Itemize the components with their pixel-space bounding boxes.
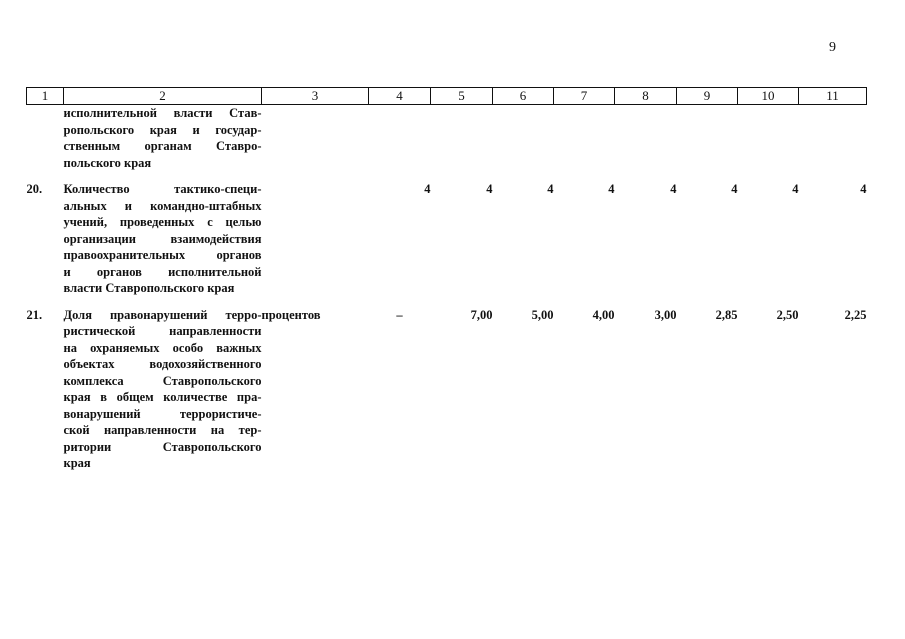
indicator-name-line: польского края <box>63 155 152 170</box>
value-cell-col-8 <box>615 105 677 172</box>
indicator-name-line: ристической направленности <box>63 324 262 338</box>
indicator-name <box>64 307 262 472</box>
column-header-2: 2 <box>64 88 262 105</box>
value-cell-col-7 <box>554 105 615 172</box>
value-cell-col-5 <box>431 105 493 172</box>
indicator-name <box>64 105 262 172</box>
value-cell-col-9: 2,85 <box>715 307 738 322</box>
row-spacer <box>27 171 867 181</box>
column-header-8: 8 <box>615 88 677 105</box>
indicator-name-line: вонарушений террористиче- <box>63 406 262 421</box>
indicator-name-line: организации взаимодействия <box>63 231 262 246</box>
column-header-7: 7 <box>554 88 615 105</box>
unit-of-measure: процентов <box>261 307 321 322</box>
indicator-name-line: Количество тактико-специ- <box>63 182 262 196</box>
column-header-5: 5 <box>431 88 493 105</box>
column-header-11: 11 <box>799 88 867 105</box>
table-body <box>27 105 867 472</box>
indicator-name-line: исполнительной власти Став- <box>63 106 262 120</box>
value-cell-col-8: 3,00 <box>654 307 677 322</box>
row-number <box>27 105 64 172</box>
indicator-name-line: учений, проведенных с целью <box>63 215 262 229</box>
value-cell-col-4 <box>369 105 431 172</box>
value-cell-col-11: 4 <box>860 182 867 196</box>
value-cell-col-6: 4 <box>547 182 554 196</box>
value-cell-col-9: 4 <box>731 182 738 196</box>
unit-of-measure <box>262 105 369 172</box>
data-table <box>26 87 867 472</box>
column-header-1: 1 <box>27 88 64 105</box>
table-row <box>27 105 867 172</box>
table-row <box>27 181 867 297</box>
indicator-name-line: ственным органам Ставро- <box>63 139 262 153</box>
indicator-name <box>64 181 262 297</box>
value-cell-col-4: – <box>396 307 403 322</box>
value-cell-col-10 <box>738 105 799 172</box>
value-cell-col-10: 4 <box>792 182 799 196</box>
page-number: 9 <box>829 40 836 55</box>
value-cell-col-6: 5,00 <box>531 307 554 322</box>
indicator-name-line: объектах водохозяйственного <box>63 357 262 371</box>
value-cell-col-4: 4 <box>424 182 431 196</box>
table-row <box>27 307 867 472</box>
column-header-9: 9 <box>677 88 738 105</box>
indicator-name-line: ритории Ставропольского <box>63 439 262 454</box>
value-cell-col-5: 4 <box>486 182 493 196</box>
indicator-name-line: комплекса Ставропольского <box>63 373 262 388</box>
column-header-4: 4 <box>369 88 431 105</box>
indicator-name-line: на охраняемых особо важных <box>63 340 262 355</box>
indicator-name-line: правоохранительных органов <box>63 248 262 262</box>
value-cell-col-9 <box>677 105 738 172</box>
column-header-10: 10 <box>738 88 799 105</box>
value-cell-col-10: 2,50 <box>776 307 799 322</box>
value-cell-col-6 <box>493 105 554 172</box>
value-cell-col-11: 2,25 <box>844 307 867 322</box>
unit-of-measure <box>262 181 369 297</box>
indicator-name-line: Доля правонарушений терро- <box>63 307 262 322</box>
value-cell-col-7: 4,00 <box>592 307 615 322</box>
indicator-name-line: края в общем количестве пра- <box>63 390 262 404</box>
row-spacer <box>27 297 867 307</box>
value-cell-col-8: 4 <box>670 182 677 196</box>
value-cell-col-7: 4 <box>608 182 615 196</box>
value-cell-col-5: 7,00 <box>470 307 493 322</box>
row-number: 20. <box>26 182 43 196</box>
row-number: 21. <box>26 307 43 322</box>
indicator-name-line: альных и командно-штабных <box>63 198 262 213</box>
indicator-name-line: края <box>63 456 91 470</box>
column-header-3: 3 <box>262 88 369 105</box>
column-header-6: 6 <box>493 88 554 105</box>
table-header <box>27 88 867 105</box>
indicator-name-line: ропольского края и государ- <box>63 122 262 137</box>
indicator-name-line: ской направленности на тер- <box>63 423 262 437</box>
value-cell-col-11 <box>799 105 867 172</box>
indicator-name-line: и органов исполнительной <box>63 264 262 279</box>
indicator-name-line: власти Ставропольского края <box>63 281 235 295</box>
